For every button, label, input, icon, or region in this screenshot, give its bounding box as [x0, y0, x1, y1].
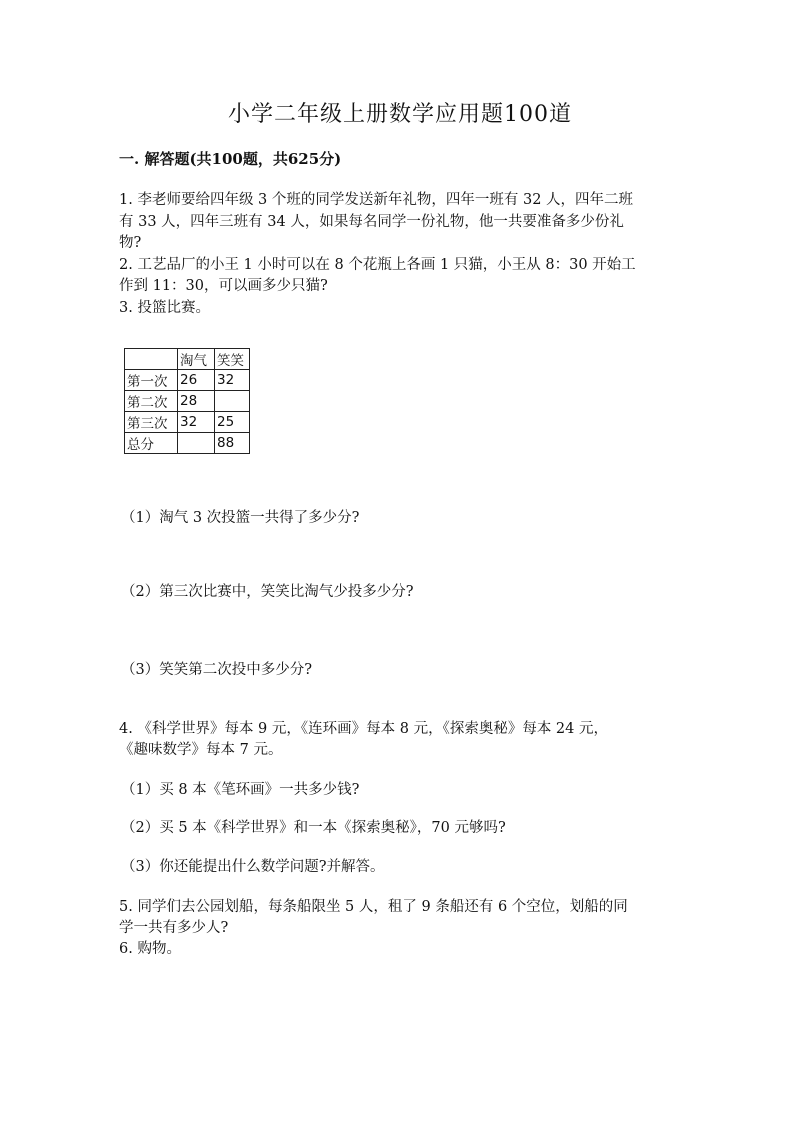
table-cell: 28 [178, 391, 215, 412]
section-heading: 一. 解答题(共100题，共625分) [119, 150, 342, 168]
table-header-row [125, 349, 250, 370]
question-1-line-1: 1. 李老师要给四年级 3 个班的同学发送新年礼物，四年一班有 32 人，四年二班 [119, 192, 634, 208]
table-cell: 第三次 [125, 412, 178, 433]
table-cell: 25 [215, 412, 250, 433]
table-row [125, 370, 250, 391]
score-table [124, 348, 250, 454]
question-5-line-1: 5. 同学们去公园划船，每条船限坐 5 人，租了 9 条船还有 6 个空位，划船的同 [119, 899, 628, 915]
table-cell: 32 [215, 370, 250, 391]
question-3-text: 3. 投篮比赛。 [119, 300, 210, 316]
table-cell: 第二次 [125, 391, 178, 412]
table-cell [125, 349, 178, 370]
question-3-sub-3: （3）笑笑第二次投中多少分? [121, 662, 312, 678]
question-4-sub-1: （1）买 8 本《笔环画》一共多少钱? [121, 782, 360, 798]
table-header-cell: 笑笑 [215, 349, 250, 370]
question-4-sub-2: （2）买 5 本《科学世界》和一本《探索奥秘》，70 元够吗? [121, 820, 506, 836]
question-4-sub-3: （3）你还能提出什么数学问题?并解答。 [121, 859, 385, 875]
table-cell: 88 [215, 433, 250, 454]
question-5-line-2: 学一共有多少人? [119, 920, 229, 936]
question-1-line-3: 物? [119, 235, 142, 251]
question-6-text: 6. 购物。 [119, 941, 181, 957]
question-4-line-2: 《趣味数学》每本 7 元。 [119, 742, 283, 758]
table-cell [178, 433, 215, 454]
table-row [125, 412, 250, 433]
question-2-line-2: 作到 11：30，可以画多少只猫? [119, 278, 328, 294]
table-cell: 32 [178, 412, 215, 433]
table-row [125, 433, 250, 454]
question-4-line-1: 4. 《科学世界》每本 9 元，《连环画》每本 8 元，《探索奥秘》每本 24 元， [119, 721, 608, 737]
table-cell: 26 [178, 370, 215, 391]
question-3-sub-2: （2）第三次比赛中，笑笑比淘气少投多少分? [121, 584, 414, 600]
question-2-line-1: 2. 工艺品厂的小王 1 小时可以在 8 个花瓶上各画 1 只猫，小王从 8：30 开始工 [119, 257, 636, 273]
page-title: 小学二年级上册数学应用题100道 [228, 102, 572, 127]
table-header-cell: 淘气 [178, 349, 215, 370]
table-cell: 第一次 [125, 370, 178, 391]
question-1-line-2: 有 33 人，四年三班有 34 人，如果每名同学一份礼物，他一共要准备多少份礼 [119, 214, 624, 230]
table-cell: 总分 [125, 433, 178, 454]
question-3-sub-1: （1）淘气 3 次投篮一共得了多少分? [121, 510, 360, 526]
table-row [125, 391, 250, 412]
table-cell [215, 391, 250, 412]
